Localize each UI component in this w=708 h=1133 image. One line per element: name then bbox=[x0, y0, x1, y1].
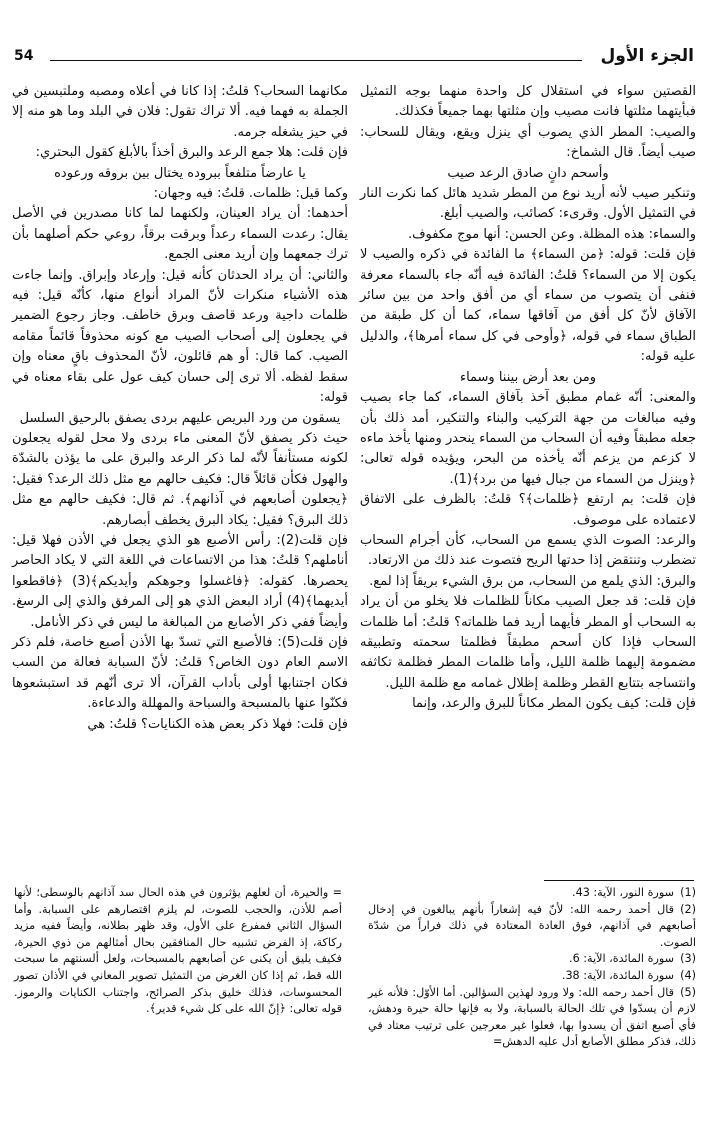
paragraph: والبرق: الذي يلمع من السحاب، من برق الشيء بريقاً إذا لمع. bbox=[369, 573, 696, 589]
footnote-text: قال أحمد رحمه الله: ولا ورود لهذين السؤالين. أما الأوّل: فلأنه غير لازم أن يسدّوا في تلك الحالة بالسبابة، ولا به فإنها حالة حيرة ودهش، فأي أصبع اتفق أن يسدوا بها، فعلوا غير معرجين على ترتيب معتاد في ذلك، فذكر مطلق الأصابع أدل عليه الدهش= bbox=[368, 985, 696, 1049]
paragraph: والصيب: المطر الذي يصوب أي ينزل ويقع، ويقال للسحاب: صيب أيضاً. قال الشماخ: bbox=[360, 124, 696, 161]
paragraph: القصتين سواء في استقلال كل واحدة منهما بوجه التمثيل فبأيتهما مثلتها فانت مصيب وإن مثلتها بهما جميعاً فكذلك. bbox=[360, 84, 696, 120]
footnote-text: سورة النور، الآية: 43. bbox=[572, 886, 674, 899]
footnote-text: قال أحمد رحمه الله: لأنّ فيه إشعاراً بأنهم يبالغون في إدخال أصابعهم في آذانهم، فوق العادة المعتادة في ذلك فراراً من شدّة الصوت. bbox=[368, 902, 696, 949]
paragraph: مكانهما السحاب؟ قلتُ: إذا كانا في أعلاه ومصبه وملتبسين في الجملة به فهما فيه. ألا تراك تقول: فلان في البلد وما هو منه إلا في حيز يشغله جرمه. bbox=[12, 84, 348, 140]
paragraph: والمعنى: أنّه غمام مطبق آخذ بآفاق السماء، كما جاء بصيب وفيه مبالغات من جهة التركيب والبناء والتنكير، أمد ذلك بأن جعله مطبقاً وفيه أن السحاب من السماء ينحدر ومنها يأخذ ماءه لا كزعم من يزعم أنّه يأخذه من البحر، ويؤيده قوله تعالى: ﴿وينزل من السماء من جبال فيها من برد﴾(1). bbox=[360, 390, 696, 487]
footnote-text: سورة المائدة، الآية: 6. bbox=[569, 952, 674, 966]
footnote-continuation: = والحيرة، أن لعلهم يؤثرون في هذه الحال سد آذانهم بالوسطى؛ لأنها أصم للأذن، والحجب للصوت، لم يلزم اقتصارهم على السبابة. وأما السؤال الثاني فمفرع على الأول، وقد ظهر بطلانه، وأيضاً ففيه مزيد ركاكة، إذ الفرض تشبيه حال المنافقين بحال أمثالهم من ذوي الحيرة، فكيف يليق أن يكنى عن أصابعهم بالمسبحات، ولعل ألسنتهم ما سبحت الله قط، ثم إذا كان الغرض من التمثيل تصوير المعاني في الأذان تصور المحسوسات، فذلك خليق بذكر الصرائح، واجتناب الكنايات والرموز. قوله تعالى: ﴿إنّ الله على كل شيء قدير﴾. bbox=[14, 886, 342, 1016]
paragraph: فإن قلت: كيف يكون المطر مكاناً للبرق والرعد، وإنما bbox=[412, 696, 696, 712]
paragraph: فإن قلت: قوله: ﴿من السماء﴾ ما الفائدة في ذكره والصيب لا يكون إلا من السماء؟ قلتُ: الفائدة فيه أنّه جاء بالسماء معرفة فنفى أن يتصوب من سماء أي من أفق واحد من بين سائر الآفاق لأنّ كل أفق من آفاقها سماء، كما أن كل طبقة من الطباق سماء في قوله، ﴿وأوحى في كل سماء أمرها﴾، والدليل عليه قوله: bbox=[360, 247, 696, 365]
footnote-text: سورة المائدة، الآية: 38. bbox=[561, 968, 674, 982]
left-column bbox=[12, 82, 348, 735]
paragraph: أحدهما: أن يراد العينان، ولكنهما لما كانا مصدرين في الأصل يقال: رعدت السماء رعداً وبرقت برقاً، روعي حكم أصلهما بأن ترك جمعهما وإن أريد معنى الجمع. bbox=[12, 206, 348, 263]
verse: ومن بعد أرض بيننا وسماء bbox=[459, 369, 597, 385]
page-title: الجزء الأول bbox=[600, 46, 694, 66]
footnote-number: (5) bbox=[680, 985, 696, 999]
page-header bbox=[14, 46, 694, 72]
verse: يسقون من ورد البريص عليهم بردى يصفق بالرحيق السلسل bbox=[19, 410, 341, 426]
header-rule bbox=[50, 60, 582, 61]
verse: يا عارضاً متلفعاً ببروده يختال بين بروقه ورعوده bbox=[54, 165, 306, 181]
footnotes-right bbox=[368, 885, 696, 1051]
footnote-number: (2) bbox=[680, 902, 696, 916]
footnote-number: (1) bbox=[680, 886, 696, 899]
paragraph: فإن قلت: بم ارتفع ﴿ظلمات﴾؟ قلتُ: بالظرف على الاتفاق لاعتماده على موصوف. bbox=[360, 492, 696, 528]
footnote-number: (4) bbox=[680, 968, 696, 982]
verse: وأسحم دانٍ صادق الرعد صيب bbox=[447, 165, 609, 181]
paragraph: حيث ذكر يصفق لأنّ المعنى ماء بردى ولا محل لقوله يجعلون لكونه مستأنفاً لأنّه لما ذكر الرعد والبرق على ما يؤذن بالشدّة والهول فكأن قائلاً قال: فكيف حالهم مع مثل ذلك الرعد؟ فقيل: ﴿يجعلون أصابعهم في آذانهم﴾. ثم قال: فكيف حالهم مع مثل ذلك البرق؟ فقيل: يكاد البرق يخطف أبصارهم. bbox=[12, 430, 348, 528]
paragraph: فإن قلت: قد جعل الصيب مكاناً للظلمات فلا يخلو من أن يراد به السحاب أو المطر فأيهما أريد فما ظلماته؟ قلتُ: أما ظلمات السحاب فإذا كان أسحم مطبقاً فظلمتا سحمته وتطبيقه مضمومة إليهما ظلمة الليل، وأما ظلمات المطر فظلمة تكاثفه وانتساجه بتتابع القطر وظلمة إظلال غمامه مع ظلمة الليل. bbox=[360, 594, 696, 691]
paragraph: فإن قلت(5): فالأصبع التي تسدّ بها الأذن أصبع خاصة، فلم ذكر الاسم العام دون الخاص؟ قلتُ: لأنّ السبابة فعالة من السب فكان اجتنابها أولى بأداب القرآن، ألا ترى أنّهم قد استبشعوها فكنّوا عنها بالمسبحة والسباحة والمهللة والدعاءة. bbox=[12, 634, 348, 712]
paragraph: فإن قلت: هلا جمع الرعد والبرق أخذاً بالأبلغ كقول البحتري: bbox=[35, 145, 348, 161]
footnote bbox=[368, 985, 696, 1051]
paragraph: فإن قلت: فهلا ذكر بعض هذه الكنايات؟ قلتُ: هي bbox=[87, 716, 348, 732]
page-number: 54 bbox=[14, 48, 34, 64]
right-column bbox=[360, 82, 696, 715]
paragraph: والرعد: الصوت الذي يسمع من السحاب، كأن أجرام السحاب تضطرب وتنتقض إذا حدتها الريح فتصوت عند ذلك من الارتعاد. bbox=[360, 532, 696, 569]
paragraph: وكما قيل: ظلمات. قلتُ: فيه وجهان: bbox=[153, 186, 348, 202]
footnote bbox=[368, 885, 696, 902]
footnote bbox=[368, 968, 696, 985]
footnote-number: (3) bbox=[680, 952, 696, 966]
paragraph: والسماء: هذه المظلة. وعن الحسن: أنها موج مكفوف. bbox=[407, 226, 696, 242]
paragraph: وتنكير صيب لأنه أريد نوع من المطر شديد هائل كما نكرت النار في التمثيل الأول. وقرىء: كصائب، والصيب أبلغ. bbox=[360, 186, 696, 222]
paragraph: فإن قلت(2): رأس الأصبع هو الذي يجعل في الأذن فهلا قيل: أناملهم؟ قلتُ: هذا من الاتساعات في اللغة التي لا يكاد الحاصر يحصرها. كقوله: ﴿فاغسلوا وجوهكم وأيديكم﴾(3) ﴿فاقطعوا أيديهما﴾(4) أراد البعض الذي هو إلى المرفق والذي إلى الرسغ. وأيضاً ففي ذكر الأصابع من المبالغة ما ليس في ذكر الأنامل. bbox=[12, 532, 348, 630]
paragraph: والثاني: أن يراد الحدثان كأنه قيل: وإرعاد وإبراق. وإنما جاءت هذه الأشياء منكرات لأنّ المراد أنواع منها، كأنّه قيل: فيه ظلمات داجية ورعد قاصف وبرق خاطف. وجاز رجوع الضمير في يجعلون إلى أصحاب الصيب مع كونه محذوفاً قائماً مقامه الصيب. كما قال: أو هم قائلون، لأنّ المحذوف باقٍ معناه وإن سقط لفظه. ألا ترى إلى حسان كيف عول على بقاء معناه في قوله: bbox=[12, 267, 348, 406]
footnote bbox=[368, 902, 696, 952]
footnote-rule bbox=[544, 880, 694, 881]
footnotes-left bbox=[14, 885, 342, 1018]
footnote bbox=[368, 951, 696, 968]
